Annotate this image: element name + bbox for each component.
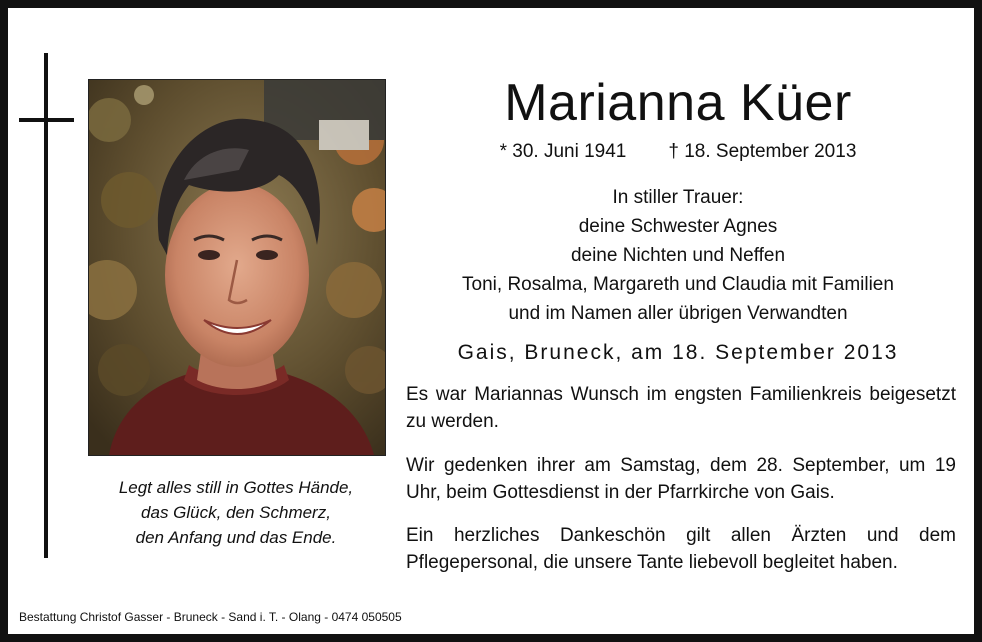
life-dates bbox=[418, 138, 938, 166]
birth-date: * 30. Juni 1941 bbox=[499, 141, 627, 162]
mourner-line: und im Namen aller übrigen Verwandten bbox=[508, 303, 848, 324]
paragraph-service: Wir gedenken ihrer am Samstag, dem 28. September, um 19 Uhr, beim Gottesdienst in der Pfarrkirche von Gais. bbox=[406, 455, 956, 503]
mourning-heading: In stiller Trauer: bbox=[612, 187, 744, 208]
deceased-name: Marianna Küer bbox=[504, 74, 852, 132]
mourner-line: deine Schwester Agnes bbox=[578, 216, 778, 237]
verse-line: Legt alles still in Gottes Hände, bbox=[118, 478, 354, 497]
obituary-notice bbox=[8, 8, 974, 634]
place-and-date: Gais, Bruneck, am 18. September 2013 bbox=[457, 341, 899, 364]
portrait-image bbox=[89, 80, 385, 455]
verse-block bbox=[80, 475, 392, 550]
funeral-home-footer: Bestattung Christof Gasser - Bruneck - Sand i. T. - Olang - 0474 050505 bbox=[19, 610, 402, 624]
mourner-line: Toni, Rosalma, Margareth und Claudia mit Familien bbox=[462, 274, 894, 295]
verse-line: den Anfang und das Ende. bbox=[135, 528, 337, 547]
cross-horizontal-bar bbox=[19, 118, 74, 122]
verse-line: das Glück, den Schmerz, bbox=[141, 503, 331, 522]
mourner-line: deine Nichten und Neffen bbox=[570, 245, 786, 266]
portrait-photo bbox=[88, 79, 386, 456]
paragraph-thanks: Ein herzliches Dankeschön gilt allen Ärzten und dem Pflegepersonal, die unsere Tante liebevoll begleitet haben. bbox=[406, 525, 956, 573]
cross-vertical-bar bbox=[44, 53, 48, 558]
paragraph-wish: Es war Mariannas Wunsch im engsten Familienkreis beigesetzt zu werden. bbox=[406, 384, 956, 432]
death-date: † 18. September 2013 bbox=[668, 141, 857, 162]
mourners-block bbox=[408, 183, 948, 328]
